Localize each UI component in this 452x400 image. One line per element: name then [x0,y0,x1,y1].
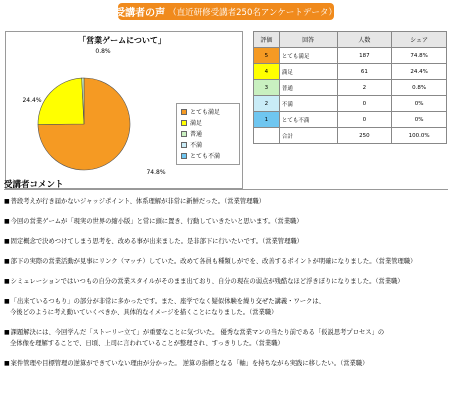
comments-list [4,196,450,378]
legend-swatch [181,109,187,115]
slice-label-2: 0.8% [95,48,111,55]
chart-title: 「営業ゲームについて」 [78,36,166,45]
comment-text: 普段考えが行き届かないジャッジポイント、体系理解が非常に新鮮だった。（営業管理職） [10,198,266,205]
comment-line [4,256,450,267]
header-title: 受講者の声 [115,8,166,19]
bullet-icon: ■ [4,278,10,285]
legend-label: とても満足 [190,109,221,116]
cell-answer: 不満 [279,96,337,112]
legend-label: 不満 [190,142,203,149]
section-divider [4,189,448,190]
comment-line [4,296,450,307]
table-row [254,96,447,112]
comments-title: 受講者コメント [4,180,64,190]
cell-answer: 普通 [279,80,337,96]
comment-item [4,196,450,207]
comment-line [4,216,450,227]
bullet-icon: ■ [4,258,10,265]
header-share: シェア [392,32,447,48]
header-banner [115,3,337,20]
comment-line: 今後どのように考え動いていくべきか、具体的なイメージを描くことになりました。（営業職） [10,309,278,316]
cell-answer: とても不満 [279,112,337,128]
legend-label: 普通 [190,131,203,138]
legend-item [181,150,235,161]
comment-item [4,236,450,247]
comment-item [4,276,450,287]
header-answer: 回答 [279,32,337,48]
header-subtitle: （直近研修受講者250名アンケートデータ） [168,7,337,18]
comment-text: 案件管理や目標管理の逆算ができていない理由が分かった。 逆算の指標となる「軸」を持ちながら実践に移したい。（営業職） [10,360,369,367]
legend-label: 満足 [190,120,203,127]
legend-item [181,128,235,139]
comment-line [4,236,450,247]
comment-item [4,358,450,369]
bullet-icon: ■ [4,329,10,336]
comment-text: 「出来ているつもり」の部分が非常に多かったです。また、座学でなく疑似体験を繰り交ぜた講義・ワークは、 [10,298,325,305]
legend-swatch [181,142,187,148]
comment-text: 今回の営業ゲームが「現実の世界の縮小版」と常に頭に置き、行動していきたいと思います。（営業職） [10,218,303,225]
cell-answer: とても満足 [279,48,337,64]
cell-count: 2 [337,80,392,96]
comment-line [4,276,450,287]
cell-total-count: 250 [337,128,392,144]
cell-count: 187 [337,48,392,64]
table-row [254,48,447,64]
legend-item [181,106,235,117]
legend-swatch [181,131,187,137]
legend-item [181,139,235,150]
comment-item [4,296,450,318]
bullet-icon: ■ [4,238,10,245]
comment-item [4,256,450,267]
cell-empty [254,128,280,144]
comment-item [4,216,450,227]
comment-line [4,196,450,207]
comment-line [4,358,450,369]
cell-count: 0 [337,112,392,128]
table-row [254,112,447,128]
bullet-icon: ■ [4,298,10,305]
legend-swatch [181,120,187,126]
legend-label: とても不満 [190,153,221,160]
comment-line [4,327,450,338]
header-count: 人数 [337,32,392,48]
slice-label-0: 74.8% [146,169,166,176]
cell-rating: 5 [254,48,280,64]
comment-line: 全体像を理解することで、日頃、上司に言われていることが整理され、すっきりした。（営業職） [10,340,284,347]
cell-share: 0% [392,112,447,128]
legend-item [181,117,235,128]
cell-rating: 3 [254,80,280,96]
comment-text: 固定概念で決めつけてしまう思考を、改める事が出来ました。是非部下に行いたいです。（営業管理職） [10,238,303,245]
pie-chart-panel [5,31,243,189]
header-rating: 評価 [254,32,280,48]
cell-total-label: 合計 [279,128,337,144]
table-header-row [254,32,447,48]
survey-table [253,31,447,144]
table-row [254,64,447,80]
cell-count: 0 [337,96,392,112]
bullet-icon: ■ [4,360,10,367]
comment-text: シミュレーションではいつもの自分の営業スタイルがそのまま出ており、自分の現在の弱点が残酷なほど浮きぼりになりました。（営業職） [10,278,404,285]
cell-share: 0.8% [392,80,447,96]
cell-count: 61 [337,64,392,80]
comment-text: 部下の実際の営業活動が見事にリンク（マッチ）していた。改めて各員も種類しがでを、改善するポイントが明確になりました。（営業管理職） [10,258,417,265]
cell-share: 24.4% [392,64,447,80]
table-total-row [254,128,447,144]
chart-legend [176,103,240,165]
cell-rating: 1 [254,112,280,128]
comment-text: 課題解決には、今回学んだ「ストーリー立て」が重要なことに気づいた。 優秀な営業マンの当たり前である「仮説思考プロセス」の [10,329,385,336]
pie-slice-1 [38,78,84,125]
table-row [254,80,447,96]
cell-rating: 4 [254,64,280,80]
cell-answer: 満足 [279,64,337,80]
legend-swatch [181,153,187,159]
cell-share: 74.8% [392,48,447,64]
cell-share: 0% [392,96,447,112]
bullet-icon: ■ [4,218,10,225]
slice-label-1: 24.4% [22,97,42,104]
cell-rating: 2 [254,96,280,112]
cell-total-share: 100.0% [392,128,447,144]
comment-item [4,327,450,349]
bullet-icon: ■ [4,198,10,205]
